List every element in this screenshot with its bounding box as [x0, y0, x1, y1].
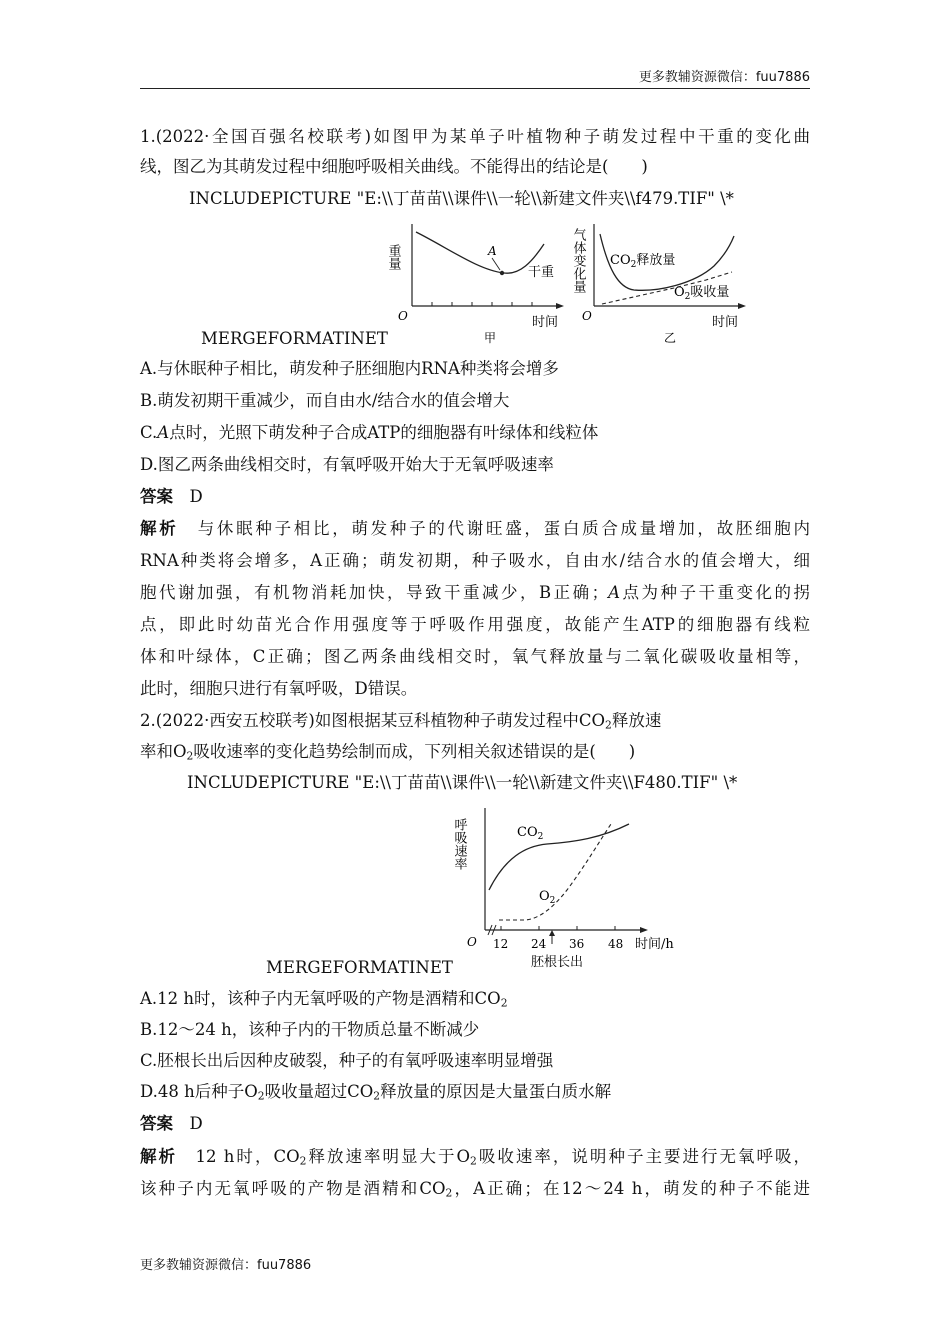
q1-analysis-line4: 点，即此时幼苗光合作用强度等于呼吸作用强度，故能产生ATP的细胞器有线粒	[140, 615, 810, 634]
q1-merge-field: MERGEFORMATINET	[201, 329, 388, 348]
yi-o2-label: $O_2$吸收量	[674, 285, 730, 302]
q2-analysis-line1: 解析 12 h时，$CO_2$释放速率明显大于$O_2$吸收速率，说明种子主要进行无氧呼吸，	[140, 1147, 811, 1168]
q2-annotation: 胚根长出	[531, 955, 584, 970]
q1-figure-jia	[385, 218, 578, 346]
q1-option-d: D.图乙两条曲线相交时，有氧呼吸开始大于无氧呼吸速率	[140, 455, 554, 474]
q1-analysis-line5: 体和叶绿体，C正确；图乙两条曲线相交时，氧气释放量与二氧化碳吸收量相等，	[140, 647, 810, 666]
yi-caption: 乙	[664, 331, 677, 345]
q2-co2-label: $CO_2$	[517, 825, 544, 842]
header-wechat: 更多教辅资源微信：fuu7886	[638, 70, 810, 85]
q1-option-b: B.萌发初期干重减少，而自由水/结合水的值会增大	[140, 391, 510, 410]
q2-analysis-line2: 该种子内无氧呼吸的产物是酒精和$CO_2$，A正确；在12～24 h，萌发的种子不能进	[140, 1179, 811, 1200]
q2-tick-24: 24	[531, 937, 547, 951]
co2-curve	[489, 824, 629, 890]
q1-option-c: C.A点时，光照下萌发种子合成ATP的细胞器有叶绿体和线粒体	[140, 423, 599, 442]
jia-curve-label: 干重	[528, 265, 555, 280]
page-footer: 更多教辅资源微信：fuu7886	[140, 1258, 312, 1273]
q2-option-d: D.48 h后种子$O_2$吸收量超过$CO_2$释放量的原因是大量蛋白质水解	[140, 1082, 612, 1103]
jia-xlabel: 时间	[532, 315, 559, 330]
q1-analysis-line3: 胞代谢加强，有机物消耗加快，导致干重减少，B正确；A点为种子干重变化的拐	[140, 583, 810, 602]
q1-analysis-line2: RNA种类将会增多，A正确；萌发初期，种子吸水，自由水/结合水的值会增大，细	[140, 551, 810, 570]
jia-point-a: A	[488, 244, 497, 258]
q1-option-a: A.与休眠种子相比，萌发种子胚细胞内RNA种类将会增多	[140, 359, 559, 378]
q2-option-b: B.12～24 h，该种子内的干物质总量不断减少	[140, 1020, 480, 1039]
q1-include-field: INCLUDEPICTURE "E:\\丁苗苗\\课件\\一轮\\新建文件夹\\f479.TIF" \*	[189, 189, 734, 208]
q2-stem-line2: 率和$O_2$吸收速率的变化趋势绘制而成，下列相关叙述错误的是( )	[140, 742, 636, 763]
q2-option-c: C.胚根长出后因种皮破裂，种子的有氧呼吸速率明显增强	[140, 1051, 554, 1070]
point-a-marker	[500, 271, 504, 275]
q1-figure-yi	[570, 218, 750, 346]
q2-answer: 答案 D	[140, 1114, 203, 1133]
q2-ylabel: 呼吸速率	[451, 818, 467, 870]
q2-tick-36: 36	[569, 937, 585, 951]
q1-stem-line1: 1.(2022·全国百强名校联考)如图甲为某单子叶植物种子萌发过程中干重的变化曲	[140, 127, 810, 146]
dry-weight-curve	[416, 232, 544, 273]
q2-merge-field: MERGEFORMATINET	[266, 958, 453, 977]
q1-answer: 答案 D	[140, 487, 203, 506]
q2-o2-label: $O_2$	[539, 889, 556, 906]
q2-tick-12: 12	[493, 937, 509, 951]
q2-origin: O	[467, 935, 477, 949]
q2-figure	[451, 802, 700, 972]
jia-origin: O	[398, 309, 408, 323]
q2-option-a: A.12 h时，该种子内无氧呼吸的产物是酒精和$CO_2$	[140, 989, 508, 1010]
q1-analysis-line1: 解析 与休眠种子相比，萌发种子的代谢旺盛，蛋白质合成量增加，故胚细胞内	[140, 519, 811, 538]
jia-caption: 甲	[484, 331, 497, 345]
q1-analysis-line6: 此时，细胞只进行有氧呼吸，D错误。	[140, 679, 418, 698]
yi-ylabel: 气体变化量	[570, 228, 586, 293]
q2-tick-48: 48	[608, 937, 624, 951]
yi-xlabel: 时间	[712, 315, 739, 330]
q2-stem-line1: 2.(2022·西安五校联考)如图根据某豆科植物种子萌发过程中$CO_2$释放速	[140, 711, 662, 732]
page-header	[140, 62, 810, 89]
yi-origin: O	[582, 309, 592, 323]
yi-co2-label: $CO_2$释放量	[610, 253, 676, 270]
q2-xlabel: 时间/h	[635, 937, 674, 952]
q1-stem-line2: 线，图乙为其萌发过程中细胞呼吸相关曲线。不能得出的结论是( )	[140, 157, 648, 176]
q2-include-field: INCLUDEPICTURE "E:\\丁苗苗\\课件\\一轮\\新建文件夹\\F480.TIF" \*	[187, 773, 738, 792]
jia-ylabel: 重量	[385, 244, 401, 270]
